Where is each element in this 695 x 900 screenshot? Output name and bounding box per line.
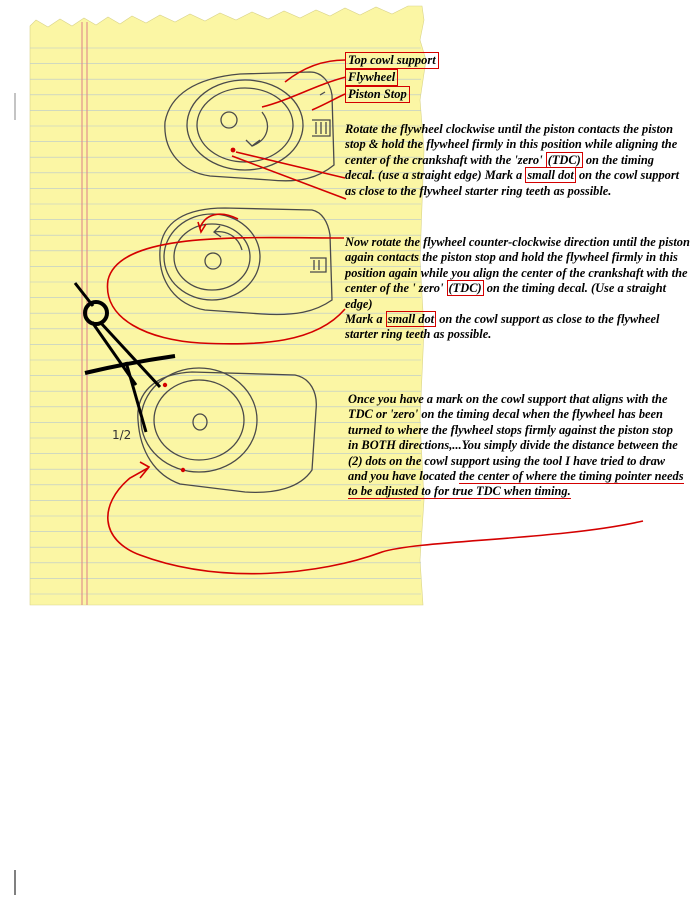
step1-text-b: on the timing decal. (use a straight edge) Mark a (345, 152, 654, 183)
instruction-step-1 (345, 122, 685, 199)
step2-text-b: on the timing decal. (Use a straight edge) (345, 281, 667, 311)
step2-tdc-box: (TDC) (448, 281, 482, 296)
step1-text-c: on the cowl support as close to the flywheel starter ring teeth as possible. (345, 168, 680, 198)
step2-text-a: Now rotate the flywheel counter-clockwise direction until the piston again contacts the piston stop and hold the flywheel firmly in this position again while you align the center of the crankshaft with the center of the ' zero' (345, 235, 690, 296)
instruction-step-3 (348, 392, 686, 500)
step3-text-a: Once you have a mark on the cowl support that aligns with the TDC or 'zero' on the timing decal when the flywheel has been turned to where the flywheel stops firmly against the piston stop in BOTH directions,...You simply divide the distance between the (2) dots on the cowl support using the tool I have tried to draw and you have located (348, 392, 678, 484)
small-dot-3 (181, 468, 185, 472)
step2-small-dot-box: small dot (387, 312, 435, 327)
step2-text-d: on the cowl support as close to the flywheel starter ring teeth as possible. (345, 312, 660, 342)
small-dot-2 (163, 383, 167, 387)
small-dot-1 (231, 148, 236, 153)
label-flywheel: Flywheel (345, 69, 398, 86)
instruction-step-2 (345, 235, 690, 343)
step2-text-c: Mark a (345, 312, 386, 327)
label-top-cowl-support: Top cowl support (345, 52, 439, 69)
label-piston-stop: Piston Stop (345, 86, 410, 103)
step1-tdc-box: (TDC) (547, 152, 581, 167)
step1-small-dot-box: small dot (527, 168, 574, 183)
step3-highlight: the center of where the timing pointer needs to be adjusted to for true TDC when timing. (348, 469, 684, 499)
half-mark: 1/2 (112, 428, 132, 442)
step1-text-a: Rotate the flywheel clockwise until the piston contacts the piston stop & hold the flywheel firmly in this position while aligning the center of the crankshaft with the 'zero' (345, 122, 678, 167)
